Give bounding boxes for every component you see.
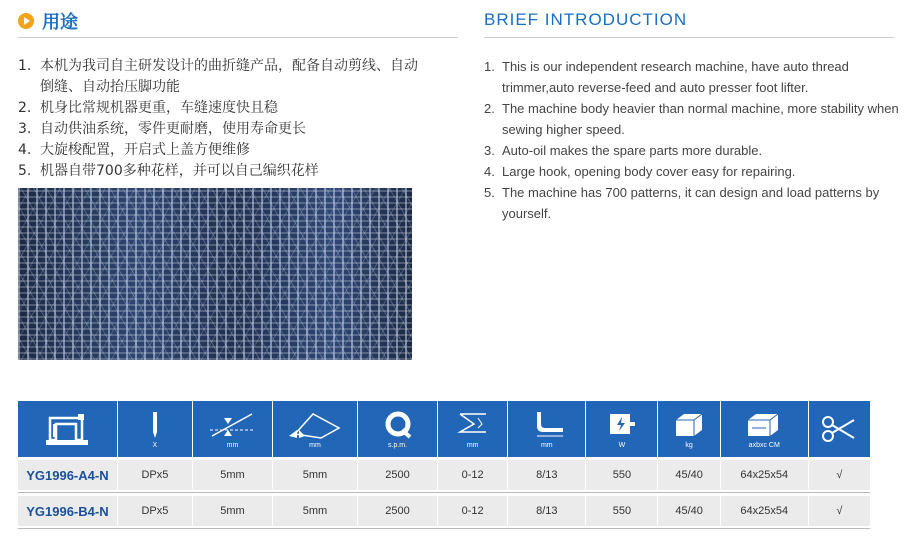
spec-table bbox=[18, 401, 870, 529]
cn-feature-text: 自动供油系统，零件更耐磨，使用寿命更长 bbox=[40, 121, 306, 137]
cn-feature-list bbox=[18, 56, 418, 182]
speed-icon bbox=[358, 401, 438, 457]
stitch-length-unit: mm bbox=[309, 441, 321, 449]
en-feature-number: 4. bbox=[484, 164, 495, 179]
en-feature-text: This is our independent research machine, have auto thread trimmer,auto reverse-feed and auto presser foot lifter. bbox=[502, 59, 849, 95]
cn-feature-item bbox=[18, 98, 418, 119]
spec-table-header bbox=[18, 401, 870, 457]
cn-header-divider bbox=[18, 37, 458, 38]
en-feature-list bbox=[484, 56, 904, 224]
stitch-pattern-fabric-image bbox=[18, 188, 412, 360]
stitch-width-cell: 5mm bbox=[193, 496, 273, 526]
presser-foot-icon bbox=[508, 401, 586, 457]
stitch-width-icon bbox=[193, 401, 273, 457]
play-icon bbox=[18, 13, 34, 29]
en-feature-item bbox=[484, 98, 904, 140]
model-cell: YG1996-B4-N bbox=[18, 496, 118, 526]
needle-icon bbox=[118, 401, 193, 457]
cn-feature-item bbox=[18, 140, 418, 161]
cn-feature-item bbox=[18, 161, 418, 182]
scissors-icon bbox=[809, 401, 870, 457]
en-section-title: BRIEF INTRODUCTION bbox=[484, 10, 688, 29]
en-feature-text: The machine body heavier than normal machine, more stability when sewing higher speed. bbox=[502, 101, 899, 137]
needle-cell: DPx5 bbox=[118, 460, 193, 490]
presser-cell: 8/13 bbox=[508, 496, 586, 526]
needle-cell: DPx5 bbox=[118, 496, 193, 526]
en-header-divider bbox=[484, 37, 894, 38]
en-feature-text: Auto-oil makes the spare parts more durable. bbox=[502, 143, 763, 158]
cn-feature-number: 3. bbox=[18, 121, 32, 137]
speed-unit: s.p.m. bbox=[388, 441, 408, 449]
lift-cell: 0-12 bbox=[438, 460, 508, 490]
stitch-width-unit: mm bbox=[226, 441, 239, 449]
weight-cell: 45/40 bbox=[658, 460, 720, 490]
cn-feature-number: 2. bbox=[18, 100, 32, 116]
spec-table-row bbox=[18, 496, 870, 526]
trimmer-cell: √ bbox=[836, 505, 843, 517]
stitch-length-icon bbox=[273, 401, 358, 457]
speed-cell: 2500 bbox=[358, 460, 438, 490]
cn-section-title: 用途 bbox=[42, 12, 78, 33]
spec-table-row bbox=[18, 460, 870, 490]
en-feature-number: 3. bbox=[484, 143, 495, 158]
weight-cell: 45/40 bbox=[658, 496, 720, 526]
motor-cell: 550 bbox=[586, 460, 658, 490]
motor-icon bbox=[586, 401, 658, 457]
stitch-length-cell: 5mm bbox=[273, 460, 358, 490]
trimmer-cell: √ bbox=[836, 469, 843, 481]
stitch-length-cell: 5mm bbox=[273, 496, 358, 526]
en-feature-number: 2. bbox=[484, 101, 495, 116]
sewing-machine-icon bbox=[18, 401, 118, 457]
en-feature-text: The machine has 700 patterns, it can design and load patterns by yourself. bbox=[502, 185, 880, 221]
stitch-width-cell: 5mm bbox=[193, 460, 273, 490]
cn-feature-text: 机器自带700多种花样，并可以自己编织花样 bbox=[40, 163, 319, 179]
presser-cell: 8/13 bbox=[508, 460, 586, 490]
dimension-box-icon bbox=[721, 401, 809, 457]
en-feature-text: Large hook, opening body cover easy for repairing. bbox=[502, 164, 796, 179]
speed-cell: 2500 bbox=[358, 496, 438, 526]
lift-cell: 0-12 bbox=[438, 496, 508, 526]
en-feature-number: 5. bbox=[484, 185, 495, 200]
lift-unit: mm bbox=[466, 441, 479, 449]
motor-cell: 550 bbox=[586, 496, 658, 526]
en-feature-item bbox=[484, 56, 904, 98]
presser-unit: mm bbox=[540, 441, 553, 449]
en-feature-item bbox=[484, 140, 904, 161]
presser-lift-icon bbox=[438, 401, 508, 457]
size-cell: 64x25x54 bbox=[721, 496, 809, 526]
weight-icon bbox=[658, 401, 720, 457]
en-feature-number: 1. bbox=[484, 59, 495, 74]
cn-feature-item bbox=[18, 119, 418, 140]
cn-section-header bbox=[18, 8, 78, 34]
cn-feature-number: 1. bbox=[18, 58, 32, 74]
cn-feature-text: 大旋梭配置，开启式上盖方便维修 bbox=[40, 142, 250, 158]
size-unit: axbxc CM bbox=[748, 441, 780, 449]
cn-feature-number: 5. bbox=[18, 163, 32, 179]
cn-feature-text: 本机为我司自主研发设计的曲折缝产品，配备自动剪线、自动倒缝、自动抬压脚功能 bbox=[40, 58, 418, 95]
motor-unit: W bbox=[618, 441, 626, 449]
needle-unit: X bbox=[152, 441, 158, 449]
row-divider bbox=[18, 492, 870, 493]
cn-feature-number: 4. bbox=[18, 142, 32, 158]
cn-feature-item bbox=[18, 56, 418, 98]
size-cell: 64x25x54 bbox=[721, 460, 809, 490]
en-feature-item bbox=[484, 182, 904, 224]
weight-unit: kg bbox=[685, 441, 693, 449]
cn-feature-text: 机身比常规机器更重，车缝速度快且稳 bbox=[40, 100, 278, 116]
model-cell: YG1996-A4-N bbox=[18, 460, 118, 490]
row-divider bbox=[18, 528, 870, 529]
en-feature-item bbox=[484, 161, 904, 182]
